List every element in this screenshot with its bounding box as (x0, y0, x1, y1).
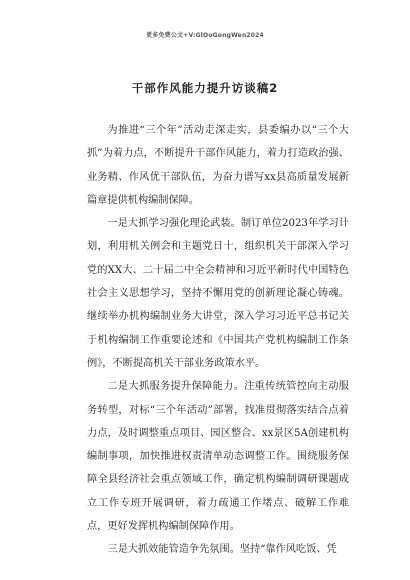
watermark-text: 更多免费公文+V:GlOoGongWen2024 (146, 32, 264, 39)
document-body (87, 119, 349, 562)
paragraph-efficiency: 三是大抓效能管造争先氛围。坚持“靠作风吃饭、凭 (107, 544, 337, 556)
paragraph-intro: 为推进“三个年”活动走深走实，县委编办以“三个大抓”为着力点，不断提升干部作风能力，着力打造政治强、业务精、作风优干部队伍，为奋力谱写xx县高质量发展新篇章提供机构编制保障。 (87, 125, 349, 206)
document-title: 干部作风能力提升访谈稿2 (131, 81, 279, 95)
paragraph-service: 二是大抓服务提升保障能力。注重传统管控向主动服务转型，对标“三个年活动”部署，找准贯彻落实结合点着力点，及时调整重点项目、园区整合、xx景区5A创建机构编制事项，加快推进权责清单动态调整工作。围绕服务保障全县经济社会重点领域工作，确定机构编制调研课题成立工作专班开展调研，着力疏通工作堵点、破解工作难点，更好发挥机构编制保障作用。 (87, 381, 349, 533)
paragraph-study: 一是大抓学习强化理论武装。制订单位2023年学习计划，利用机关例会和主题党日十，组织机关干部深入学习党的XX大、二十届二中全会精神和习近平新时代中国特色社会主义思想学习，坚持不懈用党的创新理论凝心铸魂。继续举办机构编制业务大讲堂，深入学习习近平总书记关于机构编制工作重要论述和《中国共产党机构编制工作条例》，不断提高机关干部业务政策水平。 (87, 218, 349, 369)
